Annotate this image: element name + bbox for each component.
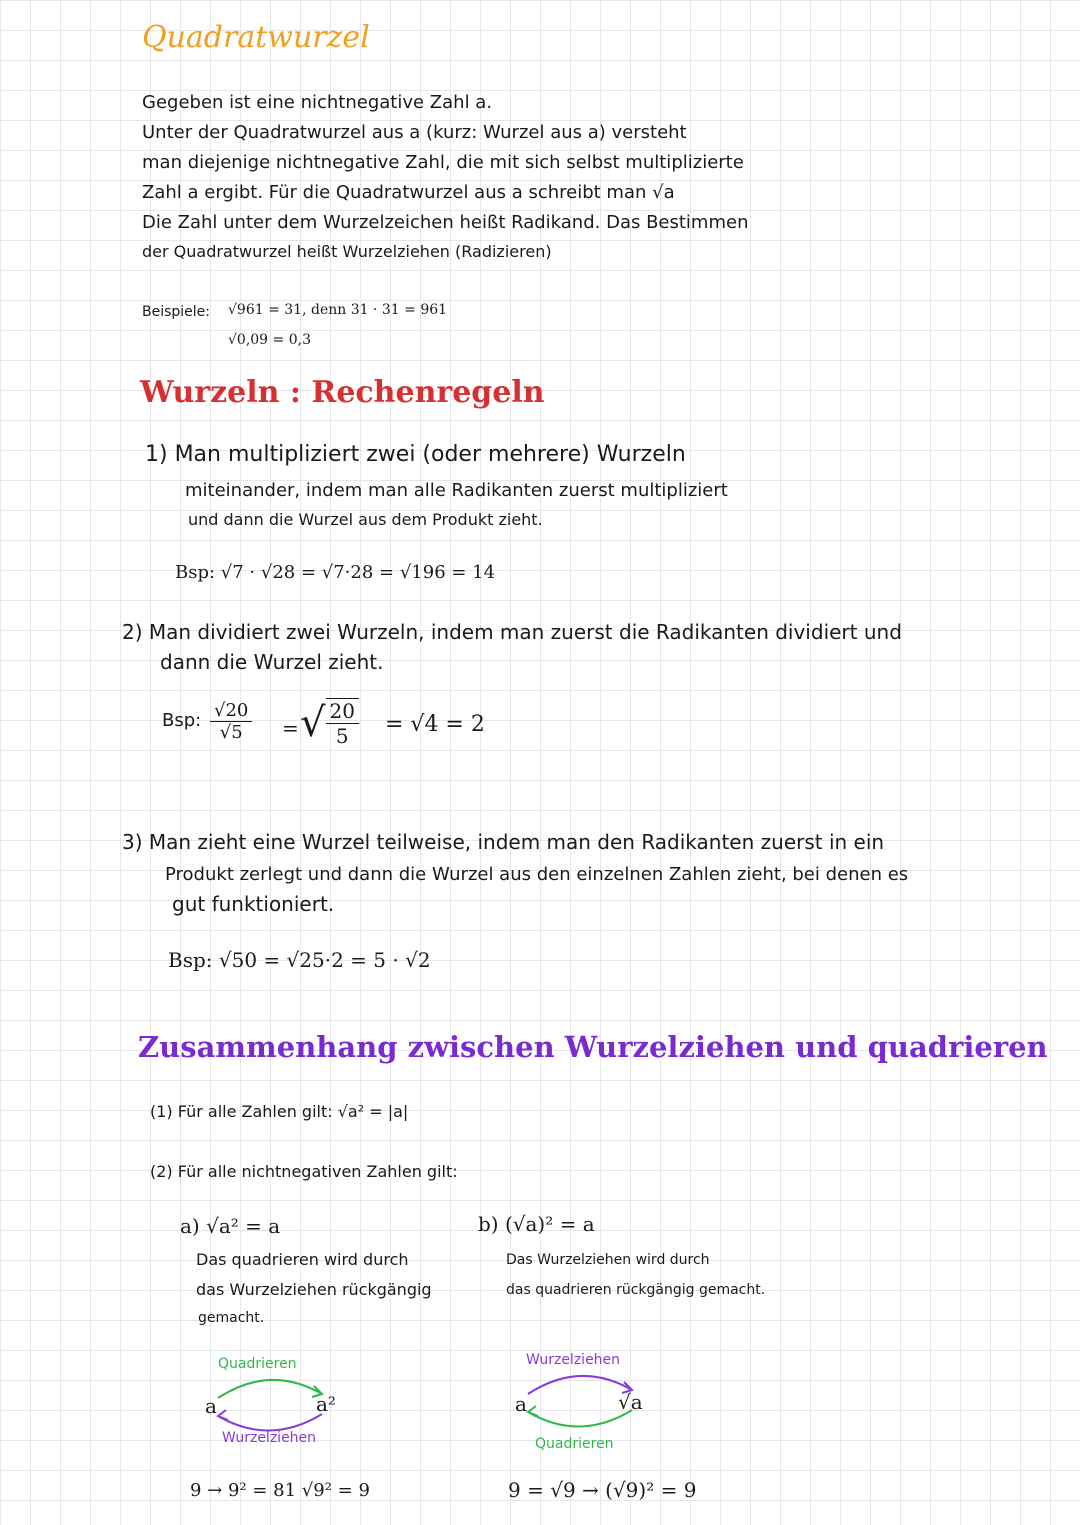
definition-line-5: Die Zahl unter dem Wurzelzeichen heißt Radikand. Das Bestimmen <box>142 212 749 233</box>
section-title-zusammenhang: Zusammenhang zwischen Wurzelziehen und quadrieren <box>138 1030 1048 1064</box>
rule2-fraction-1-numerator: √20 <box>210 700 252 722</box>
rule2-example-label: Bsp: <box>162 710 202 731</box>
rule3-example: Bsp: √50 = √25·2 = 5 · √2 <box>168 948 431 972</box>
definition-line-1: Gegeben ist eine nichtnegative Zahl a. <box>142 92 493 113</box>
definition-line-3: man diejenige nichtnegative Zahl, die mit sich selbst multiplizierte <box>142 152 744 173</box>
examples-label: Beispiele: <box>142 304 211 320</box>
rule2-line-2: dann die Wurzel zieht. <box>160 650 384 674</box>
definition-line-2: Unter der Quadratwurzel aus a (kurz: Wurzel aus a) versteht <box>142 122 687 143</box>
point-2b-line-1: Das Wurzelziehen wird durch <box>506 1252 710 1268</box>
point-1: (1) Für alle Zahlen gilt: √a² = |a| <box>150 1102 409 1121</box>
rule1-line-1: 1) Man multipliziert zwei (oder mehrere) Wurzeln <box>145 442 686 467</box>
definition-line-6: der Quadratwurzel heißt Wurzelziehen (Radizieren) <box>142 242 552 261</box>
cycle-b-top-label: Wurzelziehen <box>526 1352 621 1368</box>
section-title-quadratwurzel: Quadratwurzel <box>142 20 370 55</box>
point-2a-line-1: Das quadrieren wird durch <box>196 1250 409 1269</box>
example-1: √961 = 31, denn 31 · 31 = 961 <box>228 302 448 318</box>
point-2a-example: 9 → 9² = 81 √9² = 9 <box>190 1480 370 1501</box>
rule3-line-1: 3) Man zieht eine Wurzel teilweise, indem man den Radikanten zuerst in ein <box>122 830 885 854</box>
rule3-line-2: Produkt zerlegt und dann die Wurzel aus den einzelnen Zahlen zieht, bei denen es <box>165 864 909 885</box>
rule1-line-3: und dann die Wurzel aus dem Produkt zieht. <box>188 510 543 529</box>
point-2b-formula: b) (√a)² = a <box>478 1212 595 1236</box>
rule2-equals: = <box>282 716 299 740</box>
rule3-line-3: gut funktioniert. <box>172 892 335 916</box>
point-2b-example: 9 = √9 → (√9)² = 9 <box>508 1478 697 1502</box>
cycle-a-bottom-label: Wurzelziehen <box>222 1430 317 1446</box>
cycle-b-right: √a <box>618 1390 643 1414</box>
rule2-fraction-2 <box>300 698 359 748</box>
point-2a-line-3: gemacht. <box>198 1310 265 1326</box>
point-2b-line-2: das quadrieren rückgängig gemacht. <box>506 1282 766 1298</box>
point-2a-formula: a) √a² = a <box>180 1214 281 1238</box>
point-2: (2) Für alle nichtnegativen Zahlen gilt: <box>150 1162 458 1181</box>
rule2-fraction-1 <box>210 700 252 743</box>
rule2-fraction-2-numerator: 20 <box>326 699 359 724</box>
rule2-line-1: 2) Man dividiert zwei Wurzeln, indem man zuerst die Radikanten dividiert und <box>122 620 902 644</box>
definition-line-4: Zahl a ergibt. Für die Quadratwurzel aus a schreibt man √a <box>142 182 675 203</box>
rule1-line-2: miteinander, indem man alle Radikanten zuerst multipliziert <box>185 480 728 501</box>
cycle-a-left: a <box>205 1394 217 1418</box>
cycle-b-bottom-label: Quadrieren <box>535 1436 614 1452</box>
cycle-a-top-label: Quadrieren <box>218 1356 297 1372</box>
point-2a-line-2: das Wurzelziehen rückgängig <box>196 1280 432 1299</box>
rule1-example: Bsp: √7 · √28 = √7·28 = √196 = 14 <box>175 562 496 583</box>
section-title-rechenregeln: Wurzeln : Rechenregeln <box>140 375 545 410</box>
rule2-fraction-1-denominator: √5 <box>219 722 243 743</box>
rule2-fraction-2-denominator: 5 <box>335 724 349 748</box>
rule2-root-sign-icon: √ <box>300 700 326 746</box>
cycle-a-right: a² <box>316 1392 336 1416</box>
example-2: √0,09 = 0,3 <box>228 332 311 348</box>
cycle-b-left: a <box>515 1392 527 1416</box>
rule2-result: = √4 = 2 <box>385 712 485 737</box>
